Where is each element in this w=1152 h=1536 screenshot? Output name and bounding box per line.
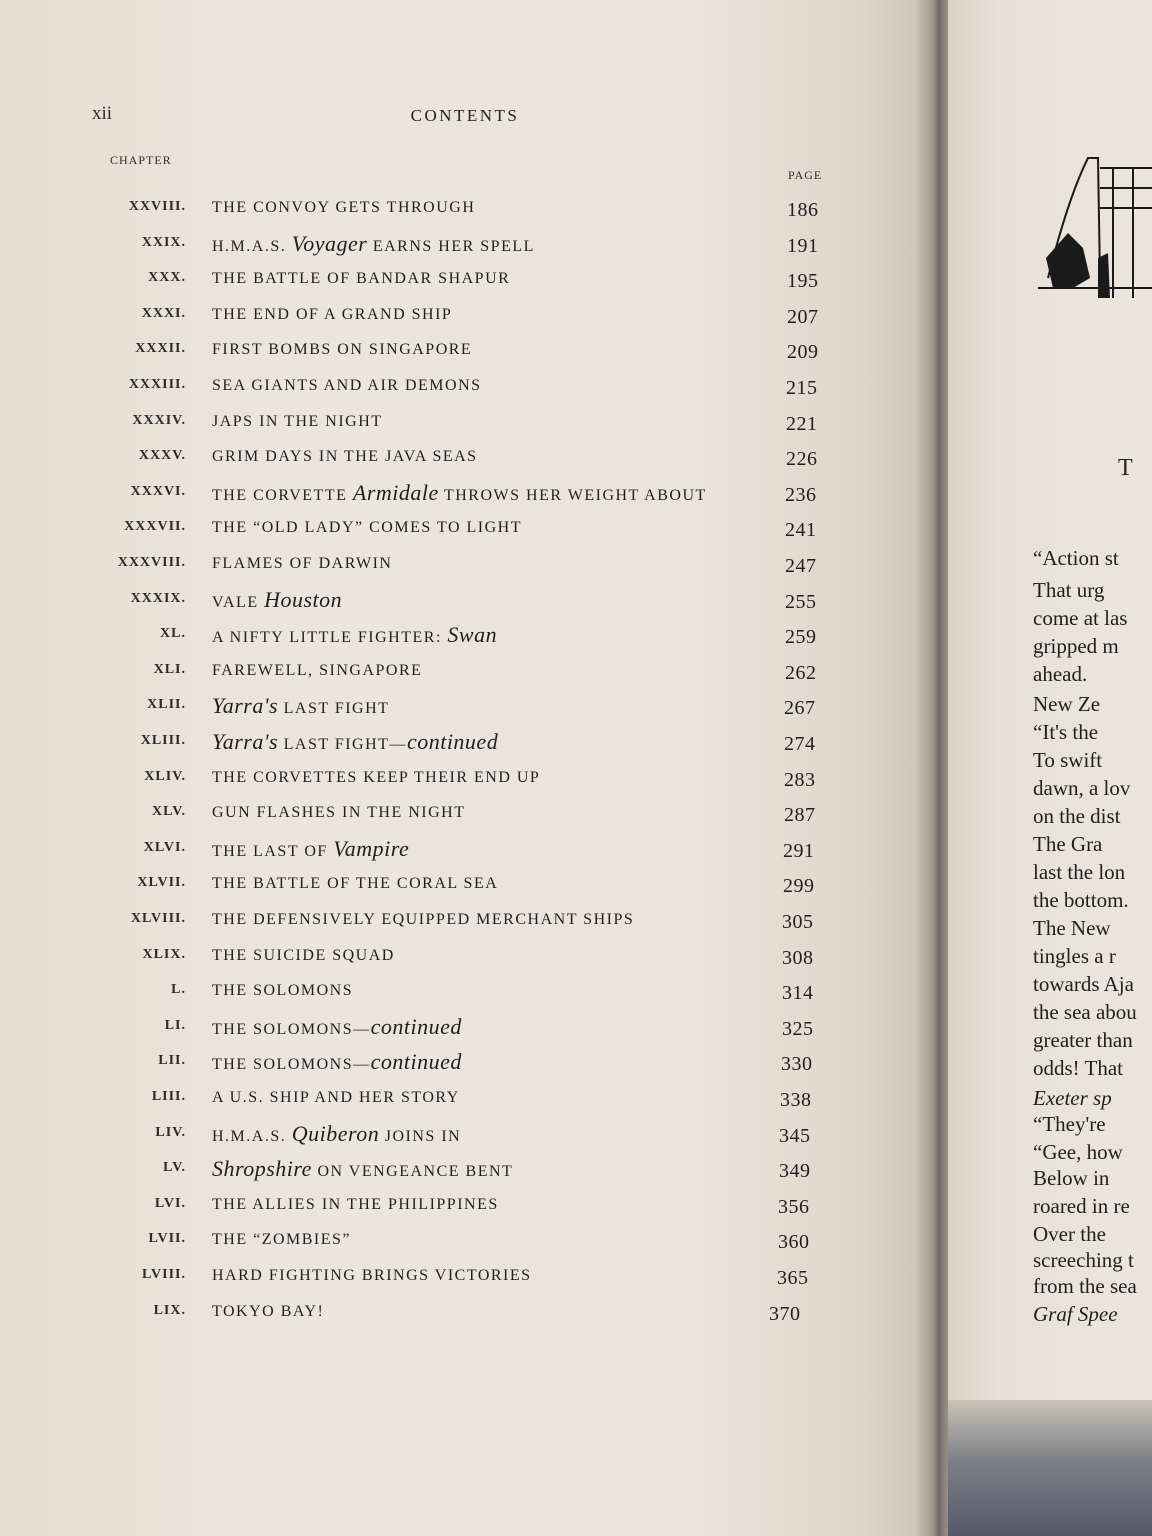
- toc-entry: [0, 549, 900, 583]
- page-number: 226: [786, 448, 818, 470]
- title-segment: JAPS IN THE NIGHT: [212, 413, 383, 430]
- chapter-title: [212, 1225, 351, 1255]
- chapter-number: LVIII.: [141, 1267, 186, 1282]
- page-number: 365: [777, 1267, 809, 1289]
- title-segment: THROWS HER WEIGHT ABOUT: [438, 487, 707, 504]
- italic-title-segment: Armidale: [352, 480, 439, 505]
- page-number: 360: [778, 1231, 810, 1253]
- facing-text-line: on the dist: [1033, 804, 1121, 828]
- page-number: 370: [769, 1303, 801, 1325]
- facing-text-line: the bottom.: [1033, 888, 1129, 912]
- facing-text-line: the sea abou: [1033, 1000, 1137, 1024]
- toc-entry: [0, 1047, 900, 1081]
- chapter-number: XLIV.: [144, 769, 186, 784]
- toc-entry: [0, 976, 900, 1010]
- italic-title-segment: Houston: [264, 587, 343, 612]
- chapter-title: [212, 620, 497, 650]
- chapter-title: [212, 229, 535, 259]
- title-segment: LAST FIGHT: [278, 700, 390, 717]
- title-segment: THE CORVETTE: [212, 487, 353, 504]
- title-segment: H.M.A.S.: [212, 1128, 292, 1145]
- toc-entry: [0, 1225, 900, 1259]
- toc-entry: [0, 478, 900, 512]
- chapter-number: XXXVII.: [124, 519, 186, 534]
- facing-text-line: New Ze: [1033, 692, 1101, 716]
- facing-text-line: odds! That: [1033, 1056, 1124, 1080]
- italic-title-segment: Yarra's: [212, 693, 279, 718]
- toc-entry: [0, 727, 900, 761]
- title-segment: LAST FIGHT—: [278, 736, 407, 753]
- chapter-title: [212, 656, 422, 686]
- title-segment: THE BATTLE OF THE CORAL SEA: [212, 875, 499, 892]
- toc-entry: [0, 869, 900, 903]
- chapter-number: XL.: [160, 626, 186, 641]
- chapter-title: [212, 442, 478, 472]
- facing-text-line: roared in re: [1033, 1194, 1130, 1218]
- page-number: 308: [782, 947, 814, 969]
- toc-entry: [0, 1119, 900, 1153]
- title-segment: THE “ZOMBIES”: [212, 1231, 352, 1248]
- toc-entry: [0, 905, 900, 939]
- page-number: 356: [778, 1196, 810, 1218]
- chapter-number: XXXV.: [138, 448, 186, 463]
- page-title: CONTENTS: [410, 106, 520, 125]
- toc-entry: [0, 229, 900, 263]
- chapter-number: XXXI.: [141, 306, 186, 321]
- toc-entry: [0, 1261, 900, 1295]
- page-number: 195: [787, 270, 819, 292]
- page-number: 283: [784, 769, 816, 791]
- toc-entry: [0, 1154, 900, 1188]
- toc-entry: [0, 656, 900, 690]
- title-segment: THE LAST OF: [212, 843, 334, 860]
- page-number: 305: [782, 911, 814, 933]
- page-number: 191: [787, 235, 819, 257]
- title-segment: THE CONVOY GETS THROUGH: [212, 199, 476, 216]
- toc-entry: [0, 798, 900, 832]
- chapter-number: XXXIII.: [128, 377, 186, 392]
- chapter-title: [212, 976, 353, 1006]
- facing-text-line: The New: [1033, 916, 1111, 940]
- facing-text-line: “It's the: [1033, 720, 1099, 744]
- chapter-number: LIX.: [153, 1303, 186, 1318]
- book-cover-edge: [948, 1400, 1152, 1536]
- chapter-title: [212, 300, 452, 330]
- chapter-title: [212, 1119, 461, 1149]
- chapter-number: XXXVIII.: [117, 555, 186, 570]
- chapter-number: XXXVI.: [130, 484, 186, 499]
- facing-text-line: The Gra: [1033, 832, 1103, 856]
- title-segment: TOKYO BAY!: [212, 1303, 325, 1320]
- facing-text-line: Graf Spee: [1033, 1302, 1118, 1326]
- chapter-number: LI.: [164, 1018, 186, 1033]
- chapter-title: [212, 513, 522, 543]
- title-segment: ON VENGEANCE BENT: [311, 1163, 514, 1180]
- chapter-number: XLVII.: [137, 875, 186, 890]
- chapter-number: LVI.: [154, 1196, 186, 1211]
- chapter-number: LIII.: [151, 1089, 186, 1104]
- chapter-number: XXVIII.: [128, 199, 186, 214]
- facing-text-line: ahead.: [1033, 662, 1088, 686]
- facing-text-line: greater than: [1033, 1028, 1133, 1052]
- page-column-heading: PAGE: [788, 168, 823, 182]
- chapter-title: [212, 798, 465, 828]
- chapter-title: [212, 727, 498, 757]
- chapter-title: [212, 264, 510, 294]
- facing-text-line: That urg: [1033, 578, 1105, 602]
- chapter-number: LII.: [158, 1053, 186, 1068]
- italic-title-segment: Quiberon: [291, 1121, 380, 1146]
- facing-text-line: To swift: [1033, 748, 1103, 772]
- page-number: 314: [782, 982, 814, 1004]
- chapter-title: [212, 1190, 499, 1220]
- chapter-title: [212, 478, 707, 508]
- page-number: 299: [783, 875, 815, 897]
- title-segment: THE SOLOMONS—: [212, 1056, 371, 1073]
- chapter-title: [212, 869, 498, 899]
- toc-entry: [0, 620, 900, 654]
- toc-entry: [0, 763, 900, 797]
- title-segment: HARD FIGHTING BRINGS VICTORIES: [212, 1267, 532, 1284]
- page-number: 325: [782, 1018, 814, 1040]
- toc-entry: [0, 407, 900, 441]
- title-segment: FAREWELL, SINGAPORE: [212, 662, 423, 679]
- title-segment: SEA GIANTS AND AIR DEMONS: [212, 377, 482, 394]
- page-number: 287: [784, 804, 816, 826]
- title-segment: FLAMES OF DARWIN: [212, 555, 393, 572]
- chapter-title: [212, 1012, 462, 1042]
- title-segment: THE SUICIDE SQUAD: [212, 947, 395, 964]
- page-number: 330: [781, 1053, 813, 1075]
- chapter-title: [212, 1297, 324, 1327]
- title-segment: EARNS HER SPELL: [367, 238, 535, 255]
- title-segment: A U.S. SHIP AND HER STORY: [212, 1089, 460, 1106]
- chapter-number: XLIII.: [140, 733, 186, 748]
- toc-entry: [0, 1083, 900, 1117]
- facing-text-line: towards Aja: [1033, 972, 1134, 996]
- page-number: 247: [785, 555, 817, 577]
- page-number: 291: [783, 840, 815, 862]
- chapter-number: XLVI.: [143, 840, 186, 855]
- toc-entry: [0, 442, 900, 476]
- chapter-number: XXXIX.: [130, 591, 186, 606]
- page-number: 186: [787, 199, 819, 221]
- chapter-title: [212, 1047, 462, 1077]
- chapter-number: XXX.: [148, 270, 186, 285]
- chapter-title: [212, 407, 383, 437]
- toc-entry: [0, 691, 900, 725]
- page-number: 267: [784, 697, 816, 719]
- italic-title-segment: continued: [370, 1049, 462, 1074]
- chapter-column-heading: CHAPTER: [110, 153, 172, 167]
- chapter-title: [212, 1083, 460, 1113]
- chapter-number: XXXIV.: [132, 413, 186, 428]
- page-number: 259: [785, 626, 817, 648]
- page-number: 262: [785, 662, 817, 684]
- italic-title-segment: continued: [406, 729, 499, 754]
- chapter-number: XLIX.: [142, 947, 186, 962]
- chapter-number: L.: [171, 982, 186, 997]
- chapter-number: LV.: [163, 1160, 186, 1175]
- title-segment: VALE: [212, 594, 265, 611]
- toc-entry: [0, 513, 900, 547]
- title-segment: THE SOLOMONS—: [212, 1021, 371, 1038]
- page-number: 207: [787, 306, 819, 328]
- title-segment: THE END OF A GRAND SHIP: [212, 306, 453, 323]
- page-number: 236: [785, 484, 817, 506]
- chapter-title: [212, 763, 540, 793]
- facing-text-line: dawn, a lov: [1033, 776, 1131, 800]
- italic-title-segment: Shropshire: [212, 1156, 312, 1181]
- toc-entry: [0, 585, 900, 619]
- chapter-title: [212, 585, 342, 615]
- chapter-title: [212, 1154, 513, 1184]
- facing-text-line: screeching t: [1033, 1248, 1134, 1272]
- page-number: 209: [787, 341, 819, 363]
- ship-illustration: [1038, 138, 1152, 308]
- italic-title-segment: continued: [370, 1014, 462, 1039]
- title-segment: A NIFTY LITTLE FIGHTER:: [212, 629, 448, 646]
- toc-entry: [0, 1297, 900, 1331]
- facing-text-line: come at las: [1033, 606, 1128, 630]
- title-segment: GRIM DAYS IN THE JAVA SEAS: [212, 448, 478, 465]
- italic-title-segment: Yarra's: [212, 729, 279, 754]
- page-number: 241: [785, 519, 817, 541]
- page-number: 215: [786, 377, 818, 399]
- italic-title-segment: Swan: [447, 622, 498, 647]
- facing-text-line: Below in: [1033, 1166, 1110, 1190]
- title-segment: JOINS IN: [379, 1128, 462, 1145]
- facing-text-line: “Gee, how: [1033, 1140, 1123, 1164]
- toc-entry: [0, 834, 900, 868]
- facing-text-line: Over the: [1033, 1222, 1106, 1246]
- chapter-title: [212, 834, 409, 864]
- chapter-number: LIV.: [155, 1125, 186, 1140]
- chapter-number: LVII.: [148, 1231, 186, 1246]
- title-segment: THE ALLIES IN THE PHILIPPINES: [212, 1196, 499, 1213]
- page-folio: xii: [92, 103, 113, 124]
- chapter-title: [212, 905, 634, 935]
- chapter-number: XXIX.: [141, 235, 186, 250]
- chapter-title: [212, 1261, 532, 1291]
- chapter-title: [212, 941, 395, 971]
- title-segment: THE SOLOMONS: [212, 982, 354, 999]
- title-segment: GUN FLASHES IN THE NIGHT: [212, 804, 466, 821]
- title-segment: H.M.A.S.: [212, 238, 292, 255]
- title-segment: THE “OLD LADY” COMES TO LIGHT: [212, 519, 522, 536]
- page-number: 338: [780, 1089, 812, 1111]
- chapter-number: XLII.: [147, 697, 186, 712]
- facing-text-line: last the lon: [1033, 860, 1126, 884]
- facing-text-line: Exeter sp: [1033, 1086, 1112, 1110]
- title-segment: THE BATTLE OF BANDAR SHAPUR: [212, 270, 511, 287]
- facing-chapter-heading: T: [1118, 455, 1136, 481]
- chapter-number: XXXII.: [135, 341, 186, 356]
- facing-text-line: “They're: [1033, 1112, 1106, 1136]
- chapter-number: XLVIII.: [130, 911, 186, 926]
- toc-entry: [0, 941, 900, 975]
- toc-entry: [0, 193, 900, 227]
- toc-entry: [0, 371, 900, 405]
- facing-text-line: tingles a r: [1033, 944, 1116, 968]
- page-number: 345: [779, 1125, 811, 1147]
- facing-text-line: “Action st: [1033, 546, 1119, 570]
- title-segment: FIRST BOMBS ON SINGAPORE: [212, 341, 473, 358]
- italic-title-segment: Vampire: [333, 836, 410, 861]
- chapter-number: XLI.: [153, 662, 186, 677]
- title-segment: THE CORVETTES KEEP THEIR END UP: [212, 769, 541, 786]
- page-number: 221: [786, 413, 818, 435]
- chapter-title: [212, 691, 389, 721]
- chapter-title: [212, 335, 472, 365]
- page-number: 349: [779, 1160, 811, 1182]
- chapter-number: XLV.: [152, 804, 186, 819]
- facing-text-line: gripped m: [1033, 634, 1119, 658]
- chapter-title: [212, 549, 392, 579]
- toc-entry: [0, 335, 900, 369]
- toc-entry: [0, 264, 900, 298]
- title-segment: THE DEFENSIVELY EQUIPPED MERCHANT SHIPS: [212, 911, 635, 928]
- page-number: 255: [785, 591, 817, 613]
- toc-entry: [0, 1012, 900, 1046]
- chapter-title: [212, 193, 475, 223]
- page-number: 274: [784, 733, 816, 755]
- toc-entry: [0, 1190, 900, 1224]
- chapter-title: [212, 371, 482, 401]
- italic-title-segment: Voyager: [291, 231, 368, 256]
- facing-text-line: from the sea: [1033, 1274, 1137, 1298]
- toc-entry: [0, 300, 900, 334]
